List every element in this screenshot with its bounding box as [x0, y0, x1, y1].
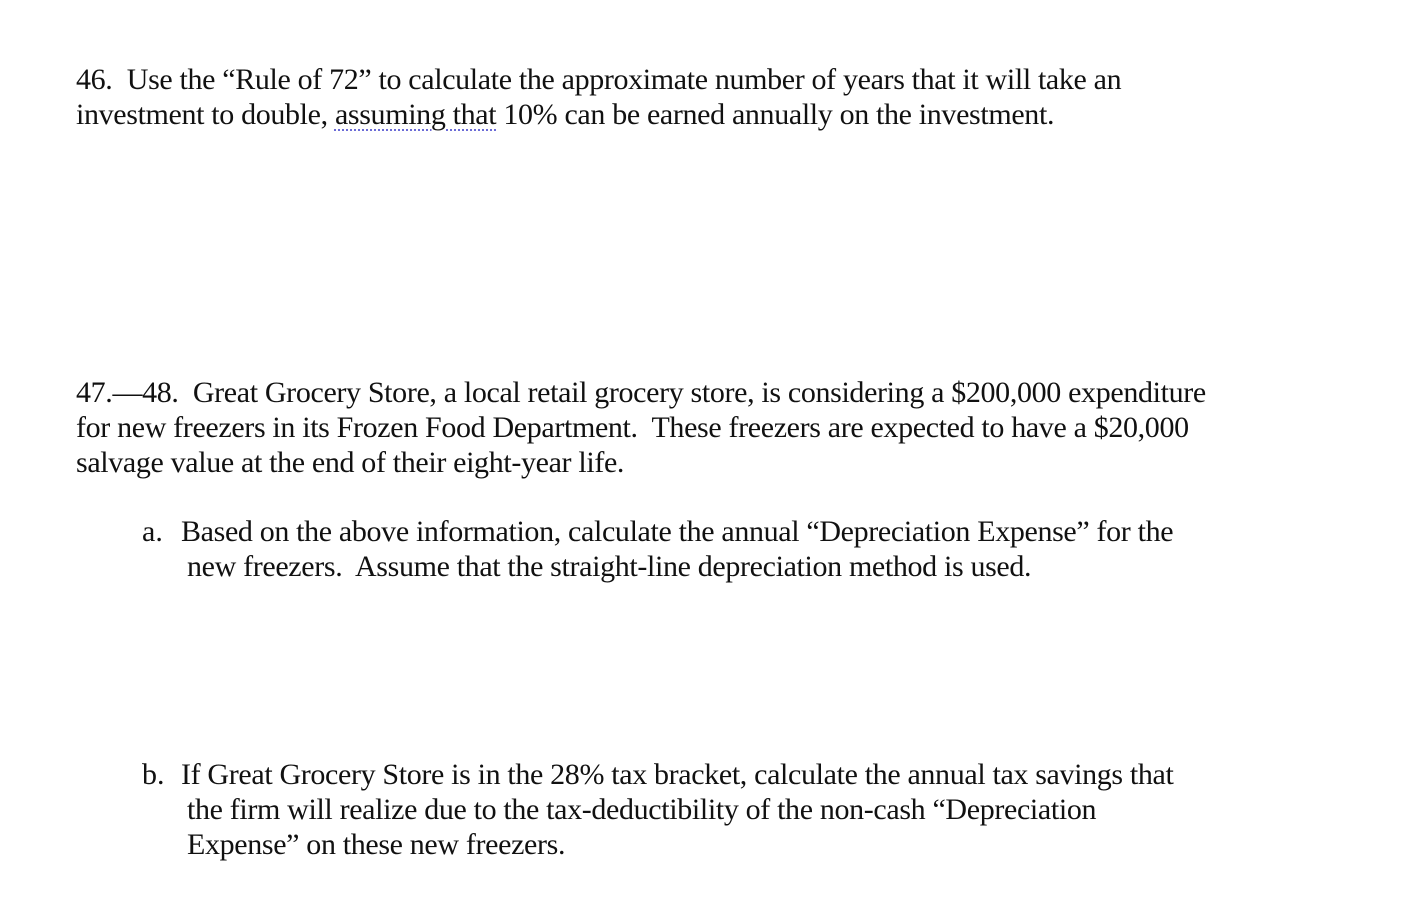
part-b-line-3: Expense” on these new freezers.: [187, 828, 566, 861]
part-a-line-2: new freezers. Assume that the straight-line depreciation method is used.: [187, 550, 1032, 583]
q46-line-2: [76, 97, 1054, 132]
part-a-line-1: Based on the above information, calculate the annual “Depreciation Expense” for the: [181, 515, 1174, 548]
q47-line-2: for new freezers in its Frozen Food Department. These freezers are expected to have a $20,000: [76, 411, 1189, 444]
part-b-line-2: the firm will realize due to the tax-deductibility of the non-cash “Depreciation: [187, 793, 1097, 826]
q46-line-2-end: 10% can be earned annually on the investment.: [496, 98, 1055, 131]
q47-line-1: 47.—48. Great Grocery Store, a local retail grocery store, is considering a $200,000 expenditure: [76, 376, 1206, 409]
q46-line-1: 46. Use the “Rule of 72” to calculate the approximate number of years that it will take an: [76, 63, 1122, 96]
q46-line-2-start: investment to double,: [76, 98, 335, 131]
grammar-suggestion-underline[interactable]: assuming that: [334, 98, 497, 131]
part-a-marker: a.: [142, 515, 163, 548]
part-b-marker: b.: [142, 758, 165, 791]
part-b-line-1: If Great Grocery Store is in the 28% tax bracket, calculate the annual tax savings that: [181, 758, 1174, 791]
q47-line-3: salvage value at the end of their eight-year life.: [76, 446, 625, 479]
